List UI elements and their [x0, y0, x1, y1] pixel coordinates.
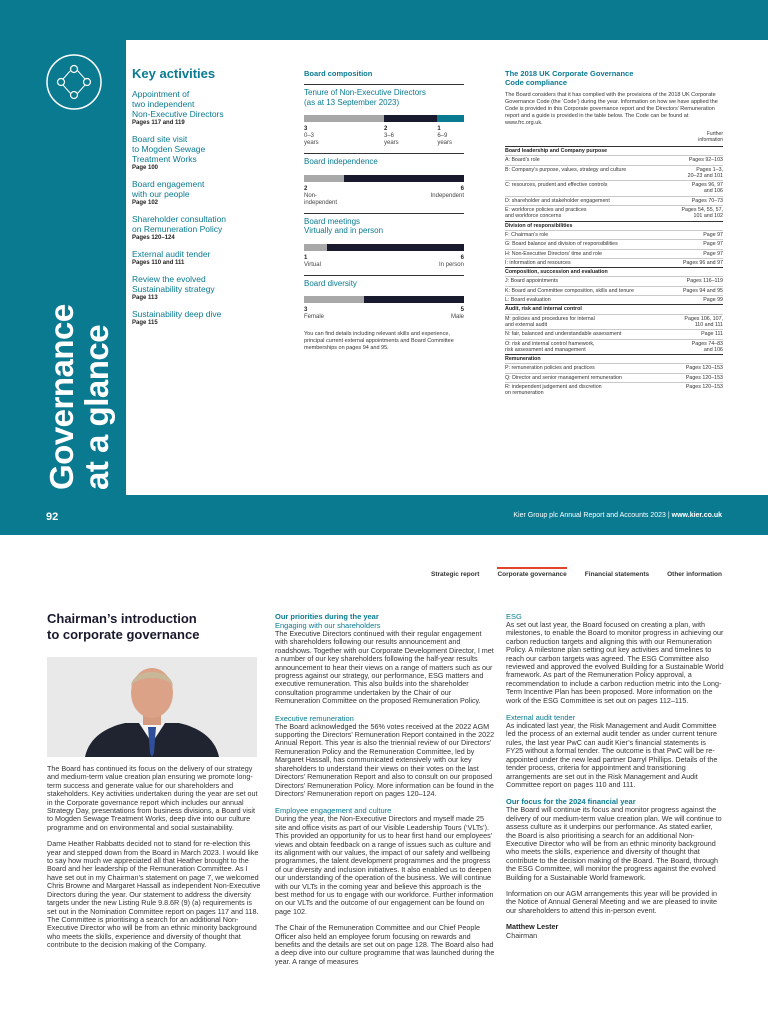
heading-esg: ESG: [506, 612, 522, 621]
bar-segment: [364, 296, 464, 303]
intro-column-3: [506, 612, 724, 940]
principle-cell: R: independent judgement and discretion on remuneration: [505, 383, 653, 398]
board-composition-chart: [304, 153, 464, 207]
principle-cell: D: shareholder and stakeholder engagement: [505, 196, 653, 205]
principle-cell: Q: Director and senior management remuneration: [505, 373, 653, 382]
pages-cell: Pages 120–153: [653, 364, 723, 373]
category-label: Division of responsibilities: [505, 221, 723, 230]
segment-label: Male: [450, 314, 464, 320]
chart-title: Board meetings Virtually and in person: [304, 213, 464, 236]
bar-segment: [344, 175, 464, 182]
table-category-row: [505, 305, 723, 314]
section-navigation: [431, 571, 722, 581]
key-activity-item: [132, 179, 292, 206]
chart-title: Board diversity: [304, 275, 464, 289]
table-category-row: [505, 221, 723, 230]
table-row: [505, 258, 723, 267]
pages-cell: Page 111: [653, 330, 723, 339]
table-row: [505, 364, 723, 373]
nav-tab-financial-statements[interactable]: Financial statements: [584, 571, 650, 578]
table-row: [505, 277, 723, 286]
principle-cell: P: remuneration policies and practices: [505, 364, 653, 373]
bar-segment: [327, 244, 464, 251]
table-row: [505, 230, 723, 239]
key-activity-item: [132, 89, 292, 126]
bar-segment: [304, 115, 384, 122]
intro-column-2: [275, 612, 495, 974]
table-row: [505, 296, 723, 305]
segment-value: 2: [384, 126, 388, 132]
nav-tab-strategic-report[interactable]: Strategic report: [431, 571, 480, 578]
principle-cell: M: policies and procedures for internal and external audit: [505, 314, 653, 330]
bar-segment: [304, 175, 344, 182]
board-composition-chart: [304, 275, 464, 322]
category-label: Composition, succession and evaluation: [505, 268, 723, 277]
chart-title: Board independence: [304, 153, 464, 167]
board-composition-note: You can find details including relevant skills and experience, principal current external appointments and Board Committee memberships on pages 94 and 95.: [304, 331, 454, 351]
table-row: [505, 196, 723, 205]
principle-cell: J: Board appointments: [505, 277, 653, 286]
key-activity-pages: Pages 117 and 119: [132, 120, 185, 126]
footer-text: [513, 512, 722, 519]
pages-cell: Pages 92–103: [653, 156, 723, 165]
principle-cell: I: information and resources: [505, 258, 653, 267]
paragraph: During the year, the Non-Executive Directors and myself made 25 site and office visits as part of our Visible Leadership Tours (‘VLTs’). This provided an opportunity for us to hear first hand our employees’ views and obtain feedback on a range of issues such as culture and its alignment with our values, the impact of our safety and wellbeing programmes, the talent development programmes and the progress of our diversity and inclusion initiatives. It also enabled us to deepen our understanding of the operation of the business. We will continue with our VLTs in the coming year and believe this approach is the best method for us to engage with our workforce. Further information on our VLTs and the outcome of our engagement can be found on page 102.: [275, 814, 494, 916]
key-activity-title: Appointment of two independent Non-Executive Directors: [132, 89, 224, 119]
bar-legend: [304, 126, 464, 147]
title-line-2: at a glance: [78, 324, 115, 490]
principle-cell: N: fair, balanced and understandable assessment: [505, 330, 653, 339]
key-activity-item: [132, 134, 292, 171]
bar-legend-entry: [437, 126, 464, 147]
segment-value: 2: [304, 185, 308, 192]
page-title: Chairman’s introduction to corporate governance: [47, 611, 200, 642]
pages-cell: Pages 96 and 97: [653, 258, 723, 267]
segment-label: Female: [304, 314, 325, 320]
board-composition-chart: [304, 213, 464, 269]
bar-legend-entry: [327, 255, 464, 269]
heading-executive-remuneration: Executive remuneration: [275, 713, 354, 723]
pages-cell: Page 97: [653, 240, 723, 249]
category-label: Remuneration: [505, 355, 723, 364]
table-row: [505, 314, 723, 330]
segment-value: 1: [437, 126, 441, 132]
principle-cell: C: resources, prudent and effective controls: [505, 181, 653, 197]
heading-external-audit-tender: External audit tender: [506, 713, 576, 723]
table-row: [505, 156, 723, 165]
key-activity-pages: Page 113: [132, 295, 158, 301]
paragraph: As set out last year, the Board focused on creating a plan, with milestones, to enable the Board to monitor progress in achieving our carbon reduction targets and aligning this with our Remuneration Policy. A milestone plan setting out key activities and timelines to reach our carbon targets was agreed. The ESG Committee also reviewed and approved the evolved Building for a Sustainable World framework. As part of the Remuneration Policy approval, a recommendation to include a carbon reduction metric into the Long-Term Incentive Plan has been proposed. More information on the work of the ESG Committee is set out on pages 112–115.: [506, 620, 724, 705]
board-composition-heading: Board composition: [304, 69, 373, 78]
key-activity-title: External audit tender: [132, 249, 211, 259]
nav-tab-other-information[interactable]: Other information: [667, 571, 722, 578]
bar-legend-entry: [304, 186, 344, 207]
title-line-1: Governance: [43, 304, 80, 490]
category-label: Audit, risk and internal control: [505, 305, 723, 314]
bar-segment: [437, 115, 464, 122]
table-category-row: [505, 268, 723, 277]
footer-report-name: Kier Group plc Annual Report and Accounts 2023: [513, 512, 666, 519]
segment-label: Independent: [430, 192, 464, 199]
heading-employee-engagement: Employee engagement and culture: [275, 806, 392, 816]
footer-separator: |: [667, 512, 670, 519]
category-label: Board leadership and Company purpose: [505, 147, 723, 156]
footer-url-link[interactable]: www.kier.co.uk: [671, 512, 722, 519]
code-compliance-intro: The Board considers that it has complied with the provisions of the 2018 UK Corporate Governance Code (the ‘Code’) during the year. Information on how we have applied the Code is provided in this Corporate governance report and the Directors’ Remuneration report and a guide is provided in the table below. The Code can be found at www.frc.org.uk.: [505, 92, 718, 126]
code-compliance-section: [505, 69, 723, 398]
bar-legend-entry: [304, 255, 327, 269]
pages-cell: Pages 116–119: [653, 277, 723, 286]
bar-legend: [304, 307, 464, 321]
table-row: [505, 249, 723, 258]
key-activity-pages: Page 102: [132, 200, 159, 206]
code-compliance-heading: The 2018 UK Corporate Governance Code compliance: [505, 69, 634, 87]
segment-label: Virtual: [304, 261, 321, 268]
table-row: [505, 286, 723, 295]
page-number: 92: [46, 511, 59, 523]
further-information-header: Further information: [698, 131, 723, 143]
table-row: [505, 206, 723, 222]
table-row: [505, 373, 723, 382]
stacked-bar: [304, 244, 464, 251]
chairman-introduction-page: [0, 545, 768, 1024]
pages-cell: Pages 94 and 95: [653, 286, 723, 295]
heading-priorities: Our priorities during the year: [275, 612, 379, 621]
pages-cell: Pages 120–153: [653, 373, 723, 382]
pages-cell: Pages 120–153: [653, 383, 723, 398]
heading-engaging: Engaging with our shareholders: [275, 621, 381, 630]
key-activity-title: Review the evolved Sustainability strategy: [132, 274, 215, 294]
chart-title: Tenure of Non-Executive Directors (as at 13 September 2023): [304, 84, 464, 107]
paragraph: The Board has continued its focus on the delivery of our strategy and medium-term value creation plan ensuring we promote long-term success and generate value for our shareholders and stakeholders. Key activities undertaken during the year are set out in the Corporate governance report which includes our annual Strategy Day, presentations from business divisions, a Board visit to Mogden Sewage Treatment Works, deep dive into our culture programme and on environmental and social sustainability.: [47, 764, 258, 832]
principle-cell: O: risk and internal control framework, risk assessment and management: [505, 339, 653, 355]
key-activity-item: [132, 309, 292, 326]
board-composition-charts: [304, 84, 464, 321]
key-activities-heading: Key activities: [132, 66, 216, 81]
bar-segment: [384, 115, 437, 122]
bar-legend-entry: [344, 186, 464, 207]
key-activity-title: Sustainability deep dive: [132, 309, 222, 319]
page-title-vertical: [44, 90, 114, 490]
principle-cell: H: Non-Executive Directors’ time and role: [505, 249, 653, 258]
heading-focus-2024: Our focus for the 2024 financial year: [506, 797, 636, 807]
paragraph: Dame Heather Rabbatts decided not to stand for re-election this year and stepped down from the Board in March 2023. I would like to say how much we appreciated all that Heather brought to the Board and her leadership of the Remuneration Committee. As I have set out in my Chairman’s statement on page 7, we welcomed Chris Browne and Margaret Hassall as independent Non-Executive Directors during the year. Our statement to address the diversity targets under the new Listing Rule 9.8.6R (9) (a) requirements is set out in the Nomination Committee report on pages 117 and 118. The Committee is prioritising a search for an additional Non-Executive Director who will be from an ethnic minority background who meets the skills, experience and diversity of thought that contribute to the decision making of the Company.: [47, 839, 261, 950]
key-activity-pages: Page 100: [132, 165, 159, 171]
paragraph: Information on our AGM arrangements this year will be provided in the Notice of Annual General Meeting and we are pleased to invite our shareholders to attend this in-person event.: [506, 888, 717, 915]
key-activities-section: [132, 66, 292, 334]
segment-value: 5: [460, 307, 464, 313]
segment-label: 6–9 years: [437, 133, 452, 146]
stacked-bar: [304, 296, 464, 303]
pages-cell: Page 97: [653, 249, 723, 258]
table-row: [505, 383, 723, 398]
paragraph: The Board acknowledged the 56% votes received at the 2022 AGM supporting the Directors’ Remuneration Report contained in the 2022 Annual Report. This year is also the triennial review of our Directors’ Remuneration Policy and the Remuneration Committee, led by Margaret Hassall, has communicated extensively with our key shareholders to understand their views on their votes on the last Directors’ Remuneration Report and also to consult on our proposed Directors’ Remuneration Policy. More information can be found in the Directors’ Remuneration report on pages 120–124.: [275, 721, 495, 798]
key-activities-list: [132, 89, 292, 326]
principle-cell: G: Board balance and division of responsibilities: [505, 240, 653, 249]
paragraph: The Executive Directors continued with their regular engagement with shareholders following our results announcement and roadshows. Together with our Corporate Development Director, I met a number of our key shareholders following the half-year results announcement to hear their views on a range of matters such as our progress against our strategy, our performance, ESG matters and executive remuneration. This also builds into the shareholder consultation programme undertaken by the Chair of our Remuneration Committee on the proposed Remuneration Policy.: [275, 629, 494, 706]
pages-cell: Page 97: [653, 230, 723, 239]
key-activity-title: Board site visit to Mogden Sewage Treatment Works: [132, 134, 206, 164]
key-activity-pages: Pages 110 and 111: [132, 260, 185, 266]
stacked-bar: [304, 175, 464, 182]
table-row: [505, 165, 723, 181]
segment-value: 6: [460, 185, 464, 192]
bar-segment: [304, 244, 327, 251]
segment-label: In person: [438, 261, 464, 268]
segment-value: 1: [304, 254, 308, 261]
key-activity-item: [132, 249, 292, 266]
bar-legend-entry: [304, 126, 384, 147]
signoff-role: Chairman: [506, 930, 538, 940]
segment-label: Non- independent: [304, 192, 338, 206]
bar-legend-entry: [384, 126, 437, 147]
bar-legend-entry: [304, 307, 364, 321]
teal-frame-top: [0, 0, 768, 40]
segment-label: 0–3 years: [304, 133, 319, 146]
table-row: [505, 181, 723, 197]
segment-value: 6: [460, 254, 464, 261]
paragraph: The Chair of the Remuneration Committee and our Chief People Officer also held an employee forum focusing on rewards and benefits and the details are set out on page 128. The Board also had a deep dive into our culture programme that was launched during the year. A range of measures: [275, 923, 495, 966]
table-row: [505, 240, 723, 249]
intro-column-1: [47, 765, 262, 958]
bar-segment: [304, 296, 364, 303]
stacked-bar: [304, 115, 464, 122]
table-category-row: [505, 355, 723, 364]
board-composition-chart: [304, 84, 464, 147]
key-activity-item: [132, 214, 292, 241]
pages-cell: Pages 74–83 and 106: [653, 339, 723, 355]
principle-cell: F: Chairman’s role: [505, 230, 653, 239]
table-row: [505, 339, 723, 355]
pages-cell: Page 99: [653, 296, 723, 305]
chairman-portrait-photo: [47, 657, 257, 757]
principle-cell: B: Company’s purpose, values, strategy and culture: [505, 165, 653, 181]
key-activity-pages: Pages 120–124: [132, 235, 175, 241]
table-category-row: [505, 147, 723, 156]
key-activity-title: Shareholder consultation on Remuneration Policy: [132, 214, 227, 234]
principle-cell: E: workforce policies and practices and workforce concerns: [505, 206, 653, 222]
pages-cell: Pages 54, 55, 57, 101 and 102: [653, 206, 723, 222]
segment-value: 3: [304, 126, 308, 132]
nav-tab-corporate-governance[interactable]: Corporate governance: [497, 567, 566, 581]
principle-cell: K: Board and Committee composition, skills and tenure: [505, 286, 653, 295]
key-activity-item: [132, 274, 292, 301]
bar-legend: [304, 186, 464, 207]
table-row: [505, 330, 723, 339]
key-activity-title: Board engagement with our people: [132, 179, 205, 199]
principle-cell: A: Board’s role: [505, 156, 653, 165]
pages-cell: Pages 96, 97 and 106: [653, 181, 723, 197]
board-composition-section: [304, 69, 464, 352]
principle-cell: L: Board evaluation: [505, 296, 653, 305]
pages-cell: Pages 1–3, 20–23 and 101: [653, 165, 723, 181]
bar-legend: [304, 255, 464, 269]
segment-value: 3: [304, 307, 308, 313]
pages-cell: Pages 106, 107, 110 and 111: [653, 314, 723, 330]
signoff-name: Matthew Lester: [506, 922, 559, 932]
pages-cell: Pages 70–73: [653, 196, 723, 205]
key-activity-pages: Page 115: [132, 320, 158, 326]
code-compliance-table: [505, 146, 723, 398]
bar-legend-entry: [364, 307, 464, 321]
paragraph: The Board will continue its focus and monitor progress against the delivery of our medium-term value creation plan. We will continue to assess culture as it underpins our performance. As stated earlier, the Board is also prioritising a search for an additional Non-Executive Director who will be from an ethnic minority background who meets the skills, experience and diversity of thought that contribute to the decision making of the Board. The Board, through the ESG Committee, will monitor the progress against the evolved Building for a Sustainable World framework.: [506, 805, 722, 882]
segment-label: 3–6 years: [384, 133, 399, 146]
paragraph: As indicated last year, the Risk Management and Audit Committee led the process of an external audit tender as under current tenure rules, the last year PwC can audit Kier’s financial statements is FY25 without a formal tender. The outcome is that PwC will be re-appointed under the new lead partner Darryl Phillips. Details of the tender process, criteria for appointment and transitioning arrangements are set out in the Risk Management and Audit Committee report on pages 110 and 111.: [506, 721, 718, 789]
